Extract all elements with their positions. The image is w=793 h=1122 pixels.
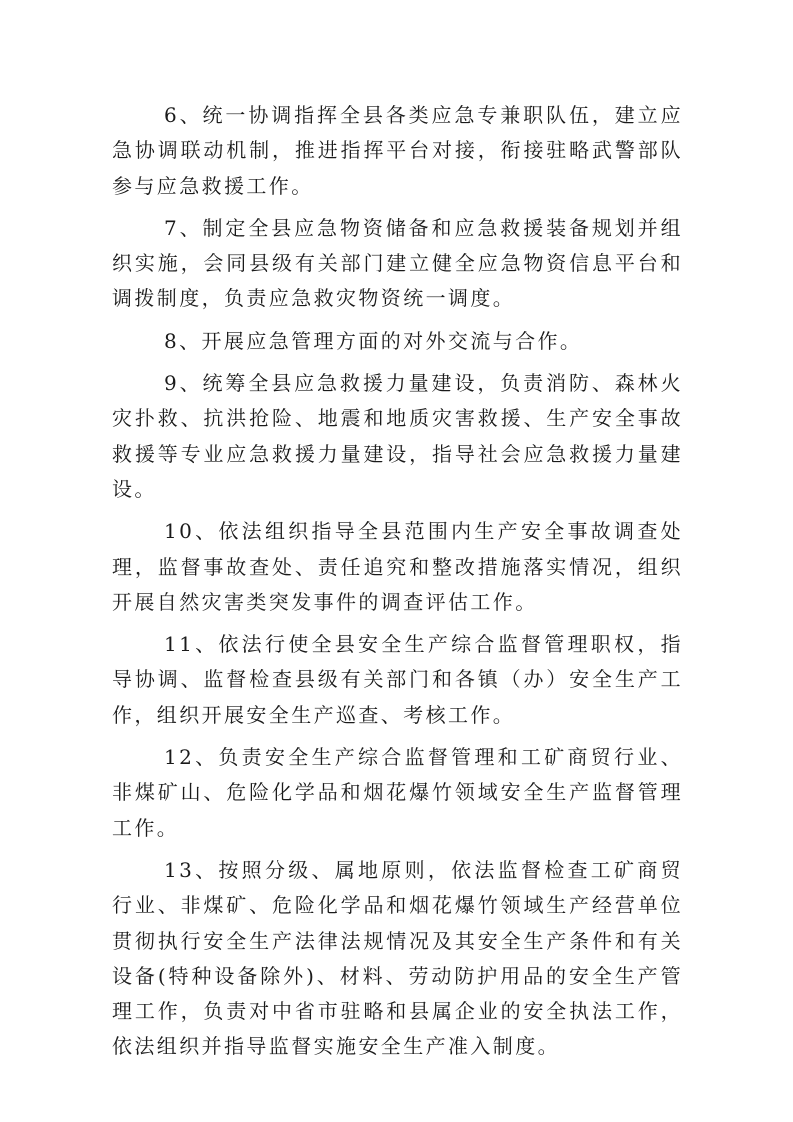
paragraph-item-9: 9、统筹全县应急救援力量建设，负责消防、森林火灾扑救、抗洪抢险、地震和地质灾害救援、生产安全事故救援等专业应急救援力量建设，指导社会应急救援力量建设。 <box>112 371 683 501</box>
paragraph-item-10: 10、依法组织指导全县范围内生产安全事故调查处理，监督事故查处、责任追究和整改措施落实情况，组织开展自然灾害类突发事件的调查评估工作。 <box>112 519 683 614</box>
paragraph-item-7: 7、制定全县应急物资储备和应急救援装备规划并组织实施，会同县级有关部门建立健全应急物资信息平台和调拨制度，负责应急救灾物资统一调度。 <box>112 215 683 311</box>
paragraph-item-11: 11、依法行使全县安全生产综合监督管理职权，指导协调、监督检查县级有关部门和各镇（办）安全生产工作，组织开展安全生产巡查、考核工作。 <box>112 632 683 727</box>
paragraph-item-12: 12、负责安全生产综合监督管理和工矿商贸行业、非煤矿山、危险化学品和烟花爆竹领域安全生产监督管理工作。 <box>112 745 683 840</box>
paragraph-item-13: 13、按照分级、属地原则，依法监督检查工矿商贸行业、非煤矿、危险化学品和烟花爆竹领域生产经营单位贯彻执行安全生产法律法规情况及其安全生产条件和有关设备(特种设备除外)、材料、劳动防护用品的安全生产管理工作，负责对中省市驻略和县属企业的安全执法工作，依法组织并指导监督实施安全生产准入制度。 <box>112 857 683 1059</box>
paragraph-item-8: 8、开展应急管理方面的对外交流与合作。 <box>164 328 583 353</box>
paragraph-item-6: 6、统一协调指挥全县各类应急专兼职队伍，建立应急协调联动机制，推进指挥平台对接，衔接驻略武警部队参与应急救援工作。 <box>112 103 683 198</box>
